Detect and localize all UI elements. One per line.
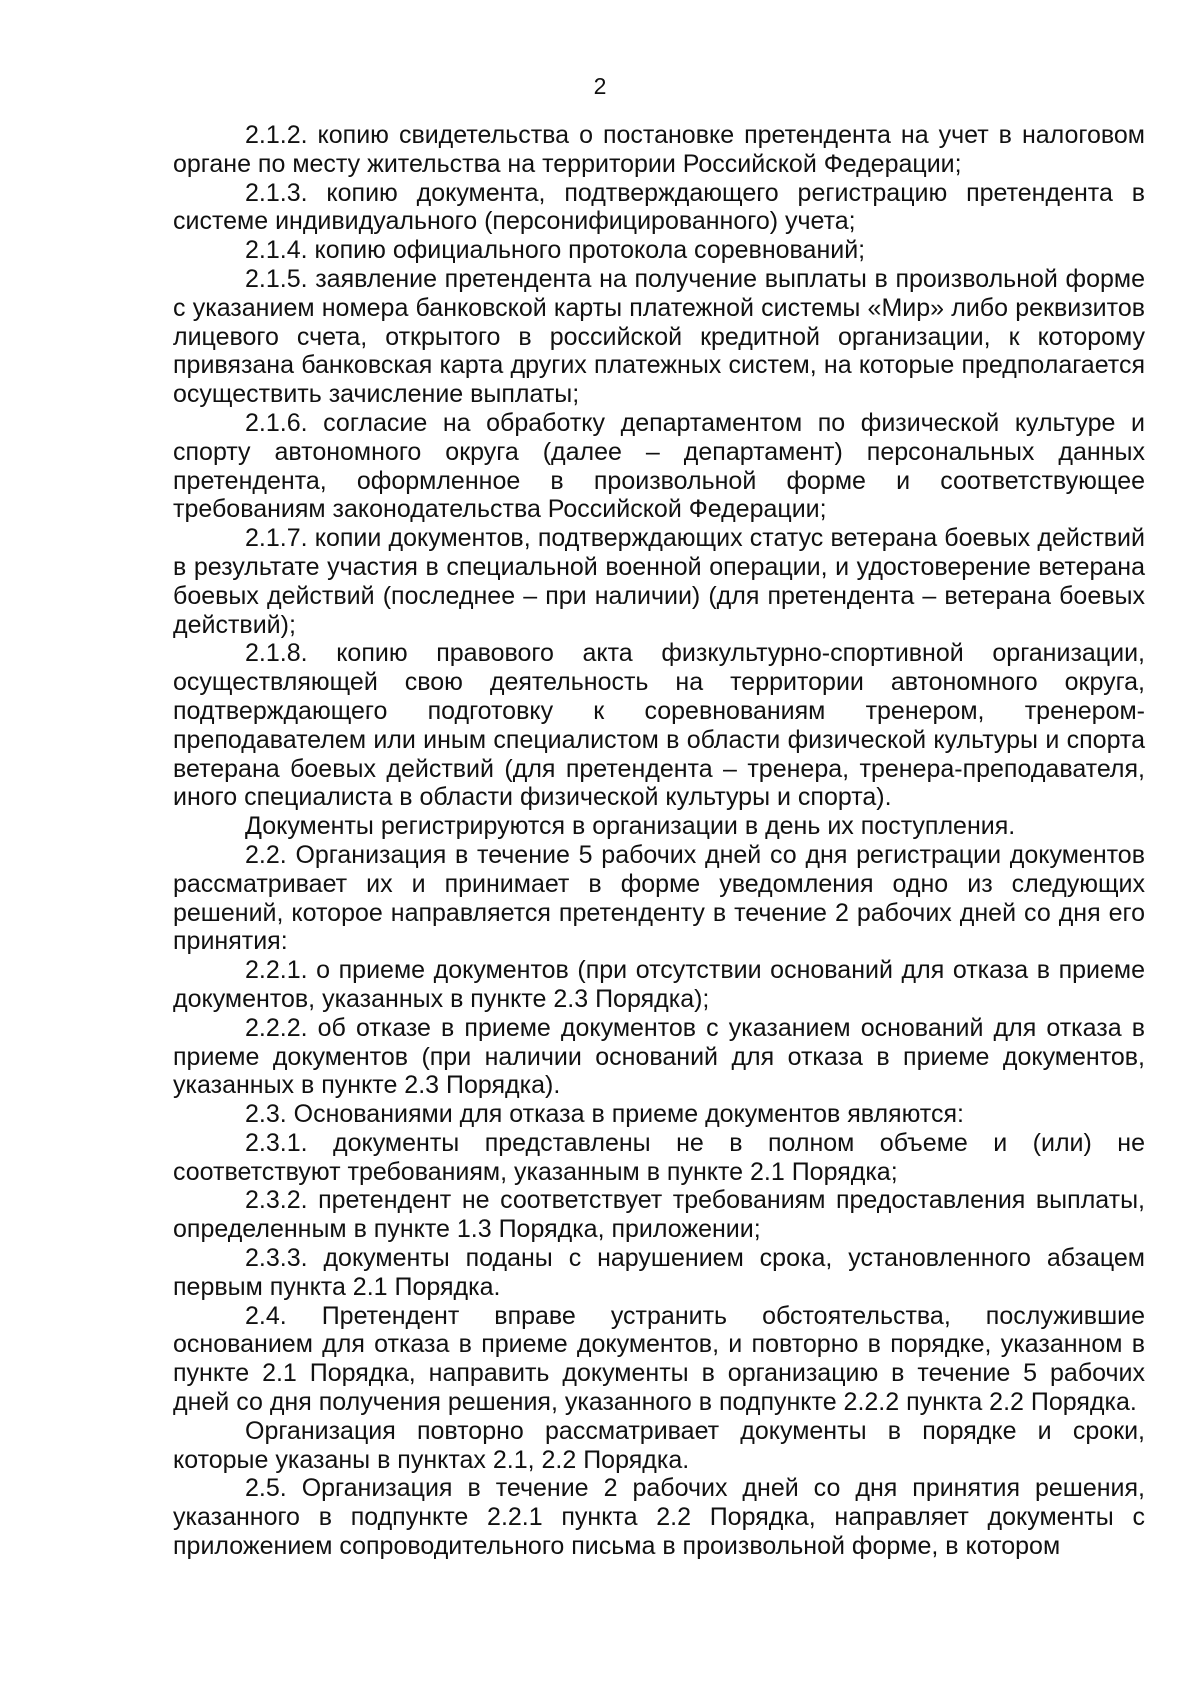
paragraph-2-2: 2.2. Организация в течение 5 рабочих дней со дня регистрации документов рассматривает их и принимает в форме уведомления одно из следующих решений, которое направляется претенденту в течение 2 рабочих дней со дня его принятия:: [173, 840, 1145, 956]
paragraph-2-3-3: 2.3.3. документы поданы с нарушением срока, установленного абзацем первым пункта 2.1 Порядка.: [173, 1244, 1145, 1301]
page-number: 2: [593, 73, 607, 99]
paragraph-registration: Документы регистрируются в организации в день их поступления.: [245, 812, 1016, 841]
paragraph-2-3: 2.3. Основаниями для отказа в приеме документов являются:: [245, 1100, 964, 1129]
paragraph-2-2-2: 2.2.2. об отказе в приеме документов с указанием оснований для отказа в приеме документов (при наличии оснований для отказа в приеме документов, указанных в пункте 2.3 Порядка).: [173, 1013, 1145, 1100]
paragraph-2-3-1: 2.3.1. документы представлены не в полном объеме и (или) не соответствуют требованиям, указанным в пункте 2.1 Порядка;: [173, 1128, 1145, 1186]
paragraph-2-1-3: 2.1.3. копию документа, подтверждающего регистрацию претендента в системе индивидуального (персонифицированного) учета;: [173, 178, 1145, 236]
paragraph-2-1-5: 2.1.5. заявление претендента на получение выплаты в произвольной форме с указанием номера банковской карты платежной системы «Мир» либо реквизитов лицевого счета, открытого в российской кредитной организации, к которому привязана банковская карта других платежных систем, на которые предполагается осуществить зачисление выплаты;: [173, 264, 1145, 409]
paragraph-2-5: 2.5. Организация в течение 2 рабочих дней со дня принятия решения, указанного в подпункте 2.2.1 пункта 2.2 Порядка, направляет документы с приложением сопроводительного письма в произвольной форме, в котором: [173, 1474, 1145, 1561]
paragraph-2-1-2: 2.1.2. копию свидетельства о постановке претендента на учет в налоговом органе по месту жительства на территории Российской Федерации;: [173, 121, 1145, 178]
document-body: [173, 121, 1145, 1561]
paragraph-2-1-7: 2.1.7. копии документов, подтверждающих статус ветерана боевых действий в результате участия в специальной военной операции, и удостоверение ветерана боевых действий (последнее – при наличии) (для претендента – ветерана боевых действий);: [173, 524, 1145, 639]
paragraph-2-4: 2.4. Претендент вправе устранить обстоятельства, послужившие основанием для отказа в приеме документов, и повторно в порядке, указанном в пункте 2.1 Порядка, направить документы в организацию в течение 5 рабочих дней со дня получения решения, указанного в подпункте 2.2.2 пункта 2.2 Порядка.: [173, 1301, 1145, 1417]
paragraph-repeat-review: Организация повторно рассматривает документы в порядке и сроки, которые указаны в пунктах 2.1, 2.2 Порядка.: [173, 1416, 1145, 1474]
paragraph-2-1-6: 2.1.6. согласие на обработку департаментом по физической культуре и спорту автономного округа (далее – департамент) персональных данных претендента, оформленное в произвольной форме и соответствующее требованиям законодательства Российской Федерации;: [173, 408, 1145, 524]
paragraph-2-2-1: 2.2.1. о приеме документов (при отсутствии оснований для отказа в приеме документов, указанных в пункте 2.3 Порядка);: [173, 956, 1145, 1013]
paragraph-2-3-2: 2.3.2. претендент не соответствует требованиям предоставления выплаты, определенным в пункте 1.3 Порядка, приложении;: [173, 1186, 1145, 1244]
paragraph-2-1-4: 2.1.4. копию официального протокола соревнований;: [245, 236, 866, 265]
paragraph-2-1-8: 2.1.8. копию правового акта физкультурно-спортивной организации, осуществляющей свою деятельность на территории автономного округа, подтверждающего подготовку к соревнованиям тренером, тренером-преподавателем или иным специалистом в области физической культуры и спорта ветерана боевых действий (для претендента – тренера, тренера-преподавателя, иного специалиста в области физической культуры и спорта).: [173, 639, 1145, 812]
